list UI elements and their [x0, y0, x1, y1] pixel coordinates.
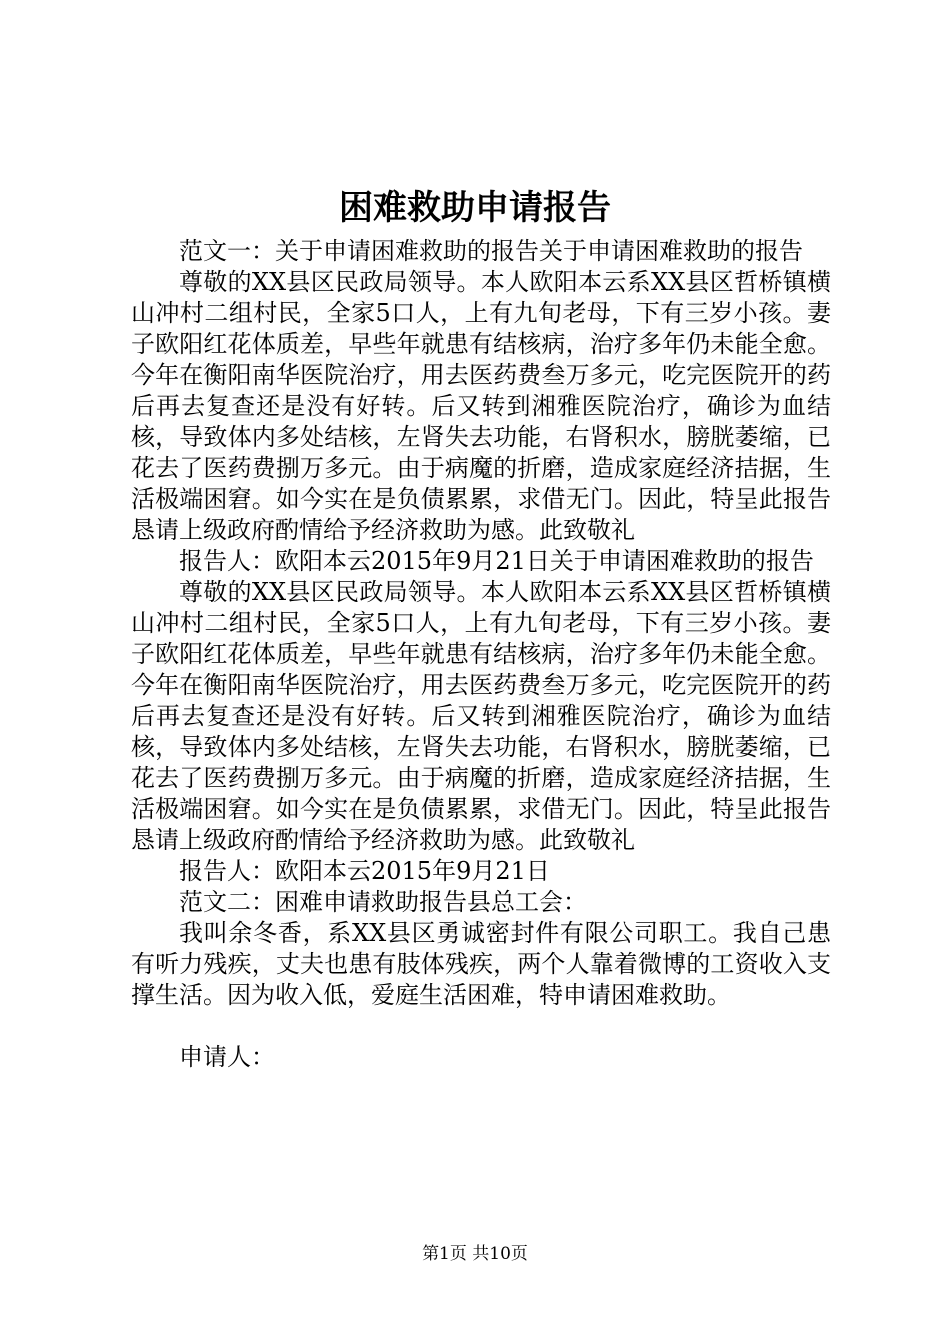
page-footer: 第1页 共10页: [422, 1244, 528, 1264]
paragraph-letter-3: 我叫余冬香，系XX县区勇诚密封件有限公司职工。我自己患有听力残疾，丈夫也患有肢体残疾，两个人靠着微博的工资收入支撑生活。因为收入低，爱庭生活困难，特申请困难救助。: [131, 919, 831, 1009]
paragraph-signature-1: 报告人：欧阳本云2015年9月21日关于申请困难救助的报告: [179, 547, 814, 575]
paragraph-letter-2: 尊敬的XX县区民政局领导。本人欧阳本云系XX县区哲桥镇横山冲村二组村民，全家5口人，上有九旬老母，下有三岁小孩。妻子欧阳红花体质差，早些年就患有结核病，治疗多年仍未能全愈。今年在衡阳南华医院治疗，用去医药费叁万多元，吃完医院开的药后再去复查还是没有好转。后又转到湘雅医院治疗，确诊为血结核，导致体内多处结核，左肾失去功能，右肾积水，膀胱萎缩，已花去了医药费捌万多元。由于病魔的折磨，造成家庭经济拮据，生活极端困窘。如今实在是负债累累，求借无门。因此，特呈此报告恳请上级政府酌情给予经济救助为感。此致敬礼: [131, 578, 831, 854]
paragraph-intro-1: 范文一：关于申请困难救助的报告关于申请困难救助的报告: [179, 237, 803, 265]
paragraph-signature-2: 报告人：欧阳本云2015年9月21日: [179, 857, 550, 885]
paragraph-letter-1: 尊敬的XX县区民政局领导。本人欧阳本云系XX县区哲桥镇横山冲村二组村民，全家5口人，上有九旬老母，下有三岁小孩。妻子欧阳红花体质差，早些年就患有结核病，治疗多年仍未能全愈。今年在衡阳南华医院治疗，用去医药费叁万多元，吃完医院开的药后再去复查还是没有好转。后又转到湘雅医院治疗，确诊为血结核，导致体内多处结核，左肾失去功能，右肾积水，膀胱萎缩，已花去了医药费捌万多元。由于病魔的折磨，造成家庭经济拮据，生活极端困窘。如今实在是负债累累，求借无门。因此，特呈此报告恳请上级政府酌情给予经济救助为感。此致敬礼: [131, 268, 831, 544]
document-title: 困难救助申请报告: [339, 188, 611, 228]
document-body: [131, 236, 831, 1073]
paragraph-applicant: 申请人：: [179, 1043, 275, 1071]
paragraph-intro-2: 范文二：困难申请救助报告县总工会：: [179, 888, 587, 916]
